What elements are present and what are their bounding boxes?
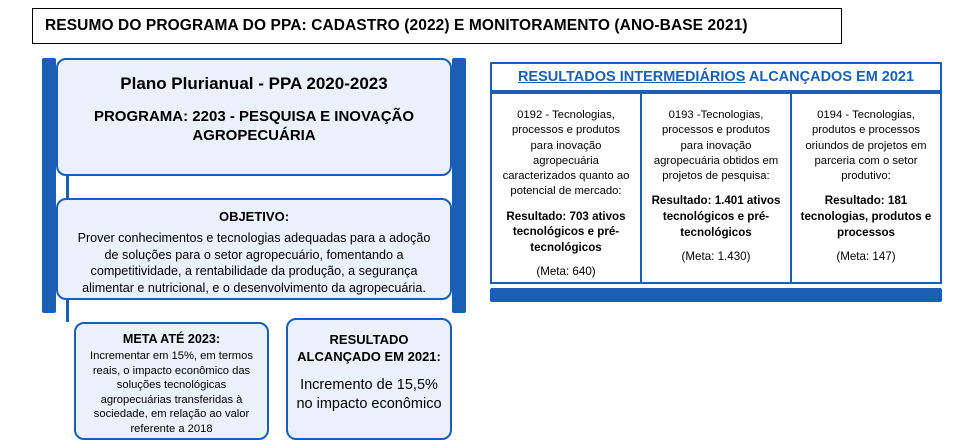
intermediate-results-header — [490, 62, 942, 92]
left-accent-bar — [42, 58, 56, 313]
objective-text: Prover conhecimentos e tecnologias adequadas para a adoção de soluções para o setor agropecuário, fomentando a competitividade, a rentabilidade da produção, a segurança alimentar e nutricional, e o desenvolvimento da agropecuária. — [77, 231, 431, 296]
goal-text: Incrementar em 15%, em termos reais, o impacto econômico das soluções tecnológicas agropecuárias transferidas à sociedade, em relação ao valor referente a 2018 — [90, 350, 253, 435]
connector-objective-to-goal — [66, 300, 69, 322]
result-cell-result: Resultado: 1.401 ativos tecnológicos e pré-tecnológicos — [651, 194, 781, 239]
result-cell-result: Resultado: 181 tecnologias, produtos e processos — [800, 194, 932, 239]
result-cell-description: 0193 -Tecnologias, processos e produtos para inovação agropecuária obtidos em projetos de pesquisa: — [653, 109, 779, 182]
results-footer-bar — [490, 288, 942, 302]
header-rest-part: ALCANÇADOS EM 2021 — [745, 69, 915, 85]
page-title — [32, 8, 842, 44]
objective-box — [56, 198, 452, 300]
result-cell-description: 0192 - Tecnologias, processos e produtos para inovação agropecuária caracterizados quanto ao potencial de mercado: — [502, 109, 630, 198]
result-cell-target: (Meta: 147) — [836, 250, 896, 264]
achieved-result-text: Incremento de 15,5% no impacto econômico — [296, 376, 442, 412]
page-title-text: RESUMO DO PROGRAMA DO PPA: CADASTRO (2022) E MONITORAMENTO (ANO-BASE 2021) — [45, 17, 748, 34]
result-cell-description: 0194 - Tecnologias, produtos e processos oriundos de projetos em parceria com o setor produtivo: — [805, 109, 927, 182]
intermediate-results-header-text — [518, 69, 914, 85]
intermediate-results-grid — [490, 92, 942, 284]
result-cell-target: (Meta: 1.430) — [681, 250, 751, 264]
achieved-result-box — [286, 318, 452, 440]
program-title: PROGRAMA: 2203 - PESQUISA E INOVAÇÃO AGROPECUÁRIA — [93, 108, 415, 144]
result-cell-result: Resultado: 703 ativos tecnológicos e pré-tecnológicos — [506, 209, 626, 254]
left-accent-bar-right — [452, 58, 466, 313]
result-cell-target: (Meta: 640) — [536, 265, 596, 279]
header-underlined-part: RESULTADOS INTERMEDIÁRIOS — [517, 69, 746, 85]
plan-title: Plano Plurianual - PPA 2020-2023 — [120, 74, 388, 93]
result-cell — [492, 94, 642, 282]
goal-box — [74, 322, 269, 440]
connector-program-to-objective — [66, 176, 69, 198]
program-box — [56, 58, 452, 176]
goal-heading: META ATÉ 2023: — [122, 332, 221, 346]
objective-heading: OBJETIVO: — [218, 209, 290, 224]
result-cell — [792, 94, 940, 282]
achieved-result-heading: RESULTADO ALCANÇADO EM 2021: — [297, 332, 441, 364]
result-cell — [642, 94, 792, 282]
